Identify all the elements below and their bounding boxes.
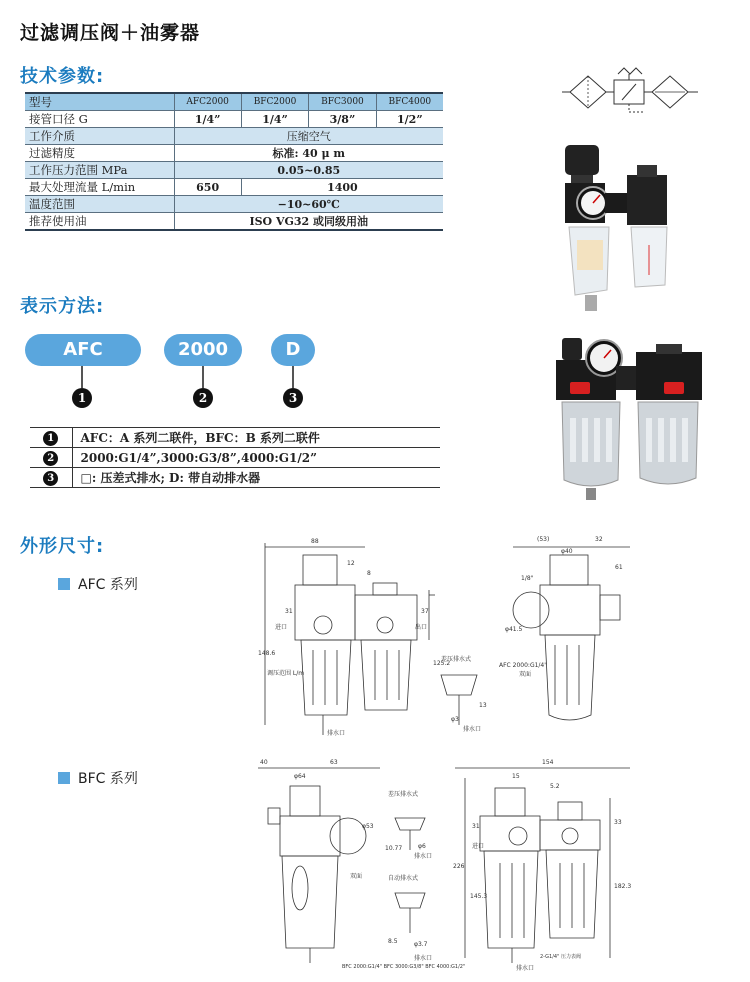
port-label: 排水口 [414,955,433,962]
spec-row-flow [25,179,443,196]
dim-label: 88 [311,538,319,545]
model-code-series: AFC [25,334,141,366]
port-label: 排水口 [463,726,482,733]
bullet-square-icon [58,772,70,784]
section-title-tech: 技术参数: [20,66,105,87]
dim-label: 125.2 [433,660,451,667]
spec-value: 0.05~0.85 [174,162,443,179]
dim-label: φ3.7 [414,941,428,948]
port-label: 排水口 [327,730,346,737]
port-label: 进口 [275,624,288,631]
afc-product-photo [555,135,685,320]
bullet-square-icon [58,578,70,590]
note-label: 差压排水式 [441,656,472,663]
spec-row-port [25,111,443,128]
spec-label: 接管口径 G [25,111,174,128]
code-text: □: 压差式排水; D: 带自动排水器 [72,468,440,488]
dim-label: φ64 [294,773,306,780]
model-code-size: 2000 [164,334,242,366]
dim-label: 37 [421,608,429,615]
spec-value: 标准: 40 μ m [174,145,443,162]
port-label: 排水口 [516,965,535,972]
spec-header-label: 型号 [25,93,174,111]
code-number: 3 [43,471,58,486]
spec-value: 1/2” [376,111,443,128]
spec-label: 工作压力范围 MPa [25,162,174,179]
bfc-product-photo [548,330,713,505]
spec-row-oil [25,213,443,231]
spec-label: 最大处理流量 L/min [25,179,174,196]
dim-label: 40 [260,759,268,766]
section-title-method: 表示方法: [20,296,105,317]
series-label-text: AFC 系列 [78,577,138,593]
spec-row-medium [25,128,443,145]
dim-label: 15 [512,773,520,780]
callout-number: 1 [72,388,92,408]
dim-label: 5.2 [550,783,560,790]
spec-value: 1400 [241,179,443,196]
afc-dimension-drawing [255,535,635,750]
spec-label: 过滤精度 [25,145,174,162]
note-label: 自动排水式 [388,875,419,882]
code-row [30,448,440,468]
spec-value: −10~60℃ [174,196,443,213]
spec-value: 650 [174,179,241,196]
code-row [30,428,440,448]
dim-label: φ3 [451,716,459,723]
dim-label: φ41.5 [505,626,523,633]
page-title: 过滤调压阀＋油雾器 [20,22,201,44]
model-code-drain: D [271,334,315,366]
spec-value: 3/8” [309,111,376,128]
dim-label: 63 [330,759,338,766]
note-label: 2-G1/4" 压力表阀 [540,954,581,960]
spec-value: 1/4” [174,111,241,128]
callout-number: 2 [193,388,213,408]
dim-label: 154 [542,759,554,766]
code-number: 1 [43,431,58,446]
spec-label: 温度范围 [25,196,174,213]
spec-row-pressure [25,162,443,179]
connector-line [81,366,83,388]
spec-table [25,92,443,231]
dim-label: 10.77 [385,845,403,852]
dim-label: (53) [537,536,550,543]
note-label: 双面 [350,873,363,880]
spec-label: 推荐使用油 [25,213,174,231]
dim-label: 31 [472,823,480,830]
port-label: 排水口 [414,853,433,860]
spec-value: ISO VG32 或同级用油 [174,213,443,231]
code-text: AFC：A 系列二联件，BFC：B 系列二联件 [72,428,440,448]
spec-model: BFC3000 [309,93,376,111]
spec-value: 压缩空气 [174,128,443,145]
port-label: 进口 [472,843,485,850]
connector-line [292,366,294,388]
series-label-text: BFC 系列 [78,771,138,787]
dim-label: φ53 [362,823,374,830]
spec-model: BFC2000 [241,93,308,111]
dim-label: φ40 [561,548,573,555]
note-label: 调压范围 L/m [267,670,305,677]
dim-label: 182.3 [614,883,632,890]
section-title-dims: 外形尺寸: [20,536,105,557]
dim-label: 148.6 [258,650,276,657]
note-label: AFC 2000:G1/4" [499,662,548,669]
code-text: 2000:G1/4”,3000:G3/8”,4000:G1/2” [72,448,440,468]
note-label: BFC 2000:G1/4" BFC 3000:G3/8" BFC 4000:G1/2" [342,964,466,970]
code-table [30,427,440,488]
dim-label: 8.5 [388,938,398,945]
dim-label: 8 [367,570,371,577]
series-label-bfc [58,768,138,788]
series-label-afc [58,574,138,594]
spec-row-temp [25,196,443,213]
spec-row-filter [25,145,443,162]
port-label: 出口 [415,624,428,631]
dim-label: 12 [347,560,355,567]
dim-label: 33 [614,819,622,826]
note-label: 差压排水式 [388,791,419,798]
code-number: 2 [43,451,58,466]
dim-label: 31 [285,608,293,615]
dim-label: 61 [615,564,623,571]
dim-label: 1/8" [521,575,534,582]
dim-label: 226 [453,863,465,870]
dim-label: 13 [479,702,487,709]
note-label: 双面 [519,671,532,678]
spec-value: 1/4” [241,111,308,128]
spec-header-row [25,93,443,111]
dim-label: 145.3 [470,893,488,900]
spec-model: AFC2000 [174,93,241,111]
dim-label: 32 [595,536,603,543]
bfc-dimension-drawing [250,758,645,973]
code-row [30,468,440,488]
pneumatic-symbol-icon [560,62,700,122]
dim-label: φ6 [418,843,426,850]
spec-model: BFC4000 [376,93,443,111]
connector-line [202,366,204,388]
callout-number: 3 [283,388,303,408]
spec-label: 工作介质 [25,128,174,145]
